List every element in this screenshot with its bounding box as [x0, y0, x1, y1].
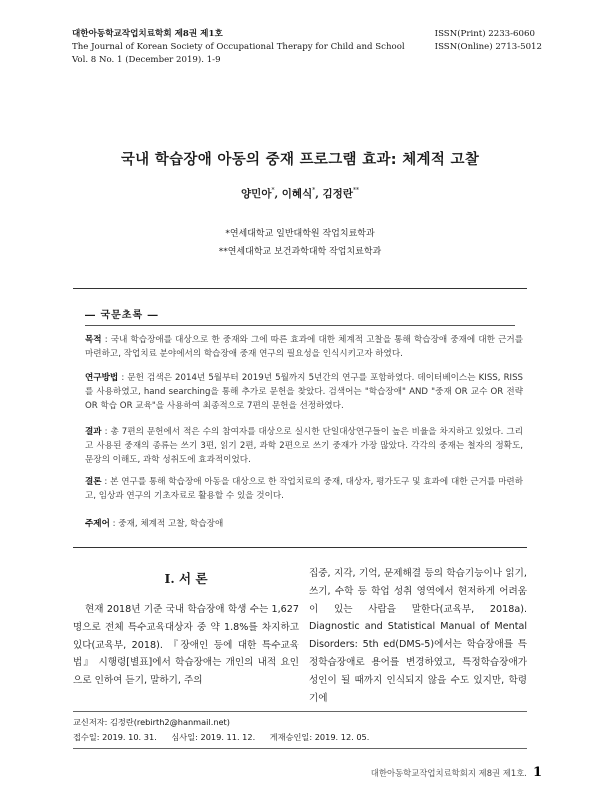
- purpose-text: : 국내 학습장애를 대상으로 한 중재와 그에 따른 효과에 대한 체계적 고찰을 통해 학습장애 중재에 대한 근거를 마련하고, 작업치료 분야에서의 학습장애 중재 연구의 필요성을 인식시키고자 하였다.: [85, 335, 523, 360]
- abstract-result: [85, 425, 523, 468]
- method-text: : 문헌 검색은 2014년 5월부터 2019년 5월까지 5년간의 연구를 포함하였다. 데이터베이스는 KISS, RISS를 사용하였고, hand searching을 통해 추가로 문헌을 찾았다. 검색어는 "학습장애" AND "중재 OR 교수 OR 전략 OR 학습 OR 교육"을 사용하여 최종적으로 7편의 문헌을 선정하였다.: [85, 373, 523, 412]
- keywords-label: 주제어: [85, 519, 110, 529]
- abstract-conclusion: [85, 475, 523, 503]
- issn-block: [435, 28, 542, 54]
- keywords-text: : 중재, 체계적 고찰, 학습장애: [109, 519, 224, 529]
- paper-title: 국내 학습장애 아동의 중재 프로그램 효과: 체계적 고찰: [120, 152, 480, 168]
- abstract-method: [85, 371, 523, 414]
- body-column-right: [309, 565, 527, 707]
- journal-volume: Vol. 8 No. 1 (December 2019). 1-9: [72, 55, 221, 65]
- page-footer: [371, 765, 542, 780]
- author-name: 김정란: [322, 188, 353, 200]
- result-label: 결과: [85, 427, 102, 437]
- author-list: [0, 186, 600, 201]
- issn-online: ISSN(Online) 2713-5012: [434, 42, 542, 52]
- correspondence-box: [73, 711, 527, 749]
- purpose-label: 목적: [85, 335, 102, 345]
- journal-header: [72, 28, 405, 67]
- conclusion-text: : 본 연구를 통해 학습장애 아동을 대상으로 한 작업치료의 중재, 대상자, 평가도구 및 효과에 대한 근거를 마련하고, 임상과 연구의 기초자료로 활용할 수 있을 것이다.: [85, 477, 523, 502]
- reviewed-date: 심사일: 2019. 11. 12.: [171, 732, 256, 742]
- journal-name-english: The Journal of Korean Society of Occupational Therapy for Child and School: [72, 42, 405, 52]
- author-mark: **: [352, 187, 359, 194]
- abstract-divider: [85, 325, 515, 326]
- page-number: 1: [532, 765, 542, 780]
- manuscript-dates: [73, 730, 527, 745]
- affiliation: **연세대학교 보건과학대학 작업치료학과: [218, 247, 382, 257]
- section-title: Ⅰ. 서 론: [164, 571, 208, 586]
- body-paragraph: 현재 2018년 기준 국내 학습장애 학생 수는 1,627명으로 전체 특수교육대상자 중 약 1.8%를 차지하고 있다(교육부, 2018). 『장애인 등에 대한 특수교육법』 시행령[별표]에서 학습장애는 개인의 내적 요인으로 인하여 듣기, 말하기, 주의: [73, 604, 299, 687]
- received-date: 접수일: 2019. 10. 31.: [73, 732, 157, 742]
- abstract-purpose: [85, 333, 523, 361]
- conclusion-label: 결론: [85, 477, 102, 487]
- footer-journal: 대한아동학교작업치료학회지 제8권 제1호.: [370, 768, 527, 778]
- issn-print: ISSN(Print) 2233-6060: [434, 29, 535, 39]
- accepted-date: 게재승인일: 2019. 12. 05.: [269, 732, 370, 742]
- method-label: 연구방법: [85, 373, 119, 383]
- author-mark: *: [312, 187, 316, 194]
- corresponding-author: 교신저자: 김정란(rebirth2@hanmail.net): [73, 717, 230, 727]
- abstract-keywords: [85, 517, 523, 531]
- abstract-heading: ― 국문초록 ―: [85, 310, 159, 321]
- author-separator: ,: [274, 188, 279, 200]
- body-paragraph: 집중, 지각, 기억, 문제해결 등의 학습기능이나 읽기, 쓰기, 수학 등 학업 성취 영역에서 현저하게 어려움이 있는 사람을 말한다(교육부, 2018a). Diagnostic and Statistical Manual of Mental Disorders: 5th ed(DMS-5)에서는 학습장애를 특정학습장애로 용어를 변경하였고, 특정학습장애가 성인이 될 때까지 인식되지 않을 수도 있지만, 학령기에: [309, 568, 527, 704]
- author-name: 이혜식: [281, 188, 313, 200]
- abstract-box: [73, 288, 527, 548]
- author-name: 양민아: [241, 188, 272, 200]
- body-column-left: [73, 565, 299, 690]
- result-text: : 총 7편의 문헌에서 적은 수의 참여자를 대상으로 실시한 단일대상연구들이 높은 비율을 차지하고 있었다. 그리고 사용된 중재의 종류는 쓰기 3편, 읽기 2편, 과학 2편으로 쓰기 중재가 가장 많았다. 각각의 중재는 철자의 정확도, 문장의 이해도, 과학 성취도에 효과적이었다.: [85, 427, 523, 466]
- affiliation: *연세대학교 일반대학원 작업치료학과: [225, 229, 375, 239]
- journal-name-korean: 대한아동학교작업치료학회 제8권 제1호: [72, 29, 223, 39]
- author-mark: *: [271, 187, 275, 194]
- author-separator: ,: [315, 188, 319, 200]
